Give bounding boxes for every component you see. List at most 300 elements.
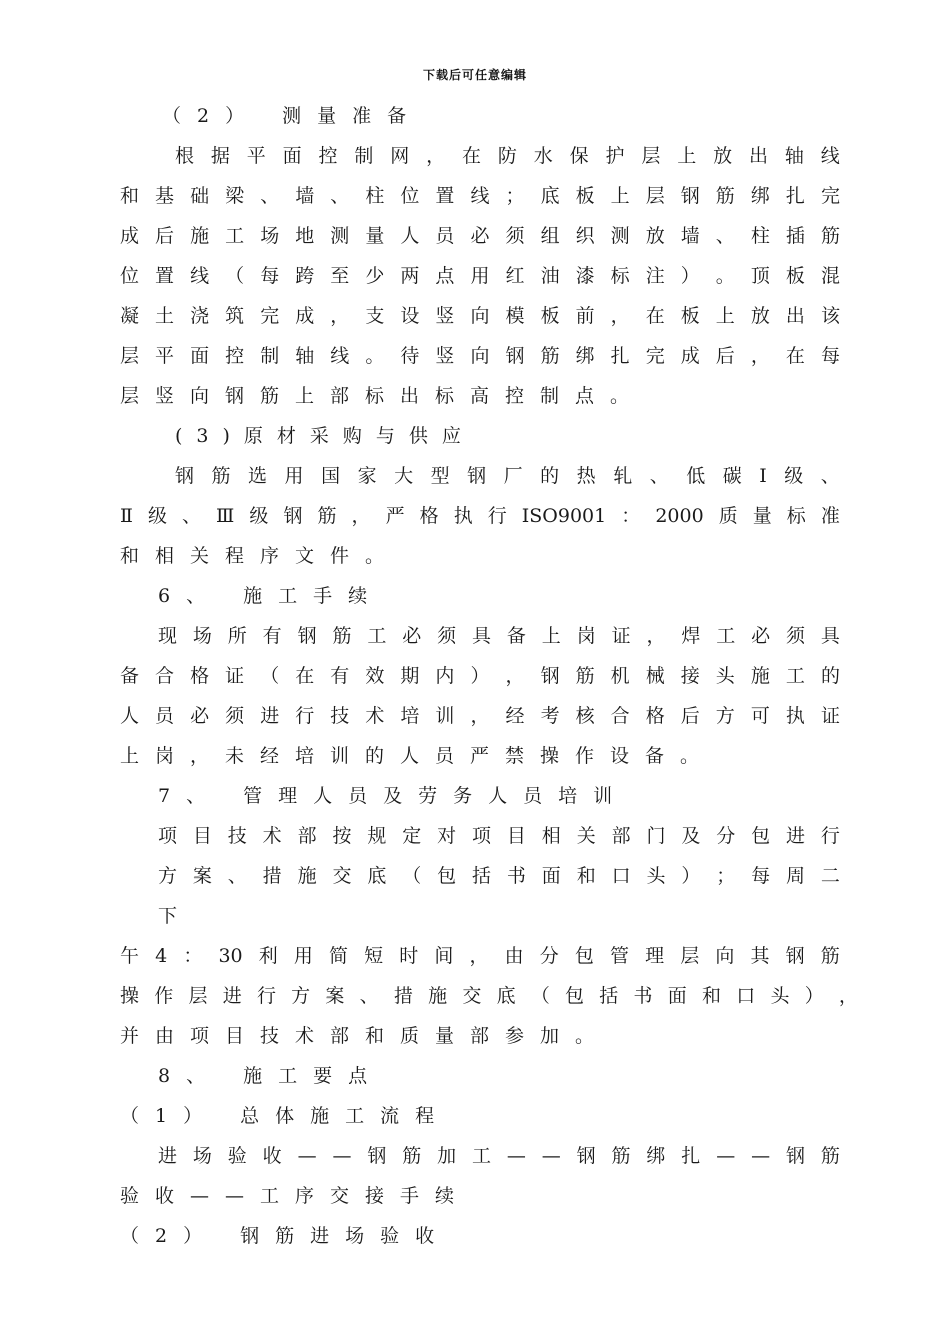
text-glyph: 待	[400, 345, 420, 367]
text-glyph: 关	[576, 825, 596, 847]
text-glyph: —	[332, 1145, 352, 1167]
text-glyph: —	[297, 1145, 317, 1167]
text-glyph: ，	[750, 345, 770, 367]
text-glyph: 设	[400, 305, 420, 327]
text-glyph: 制	[354, 145, 374, 167]
text-glyph: 内	[435, 665, 455, 687]
text-glyph: 顶	[750, 265, 770, 287]
paragraph-line	[120, 501, 840, 531]
text-glyph: 量	[365, 225, 385, 247]
text-glyph: 、	[227, 865, 247, 887]
text-glyph: 制	[260, 345, 280, 367]
text-glyph: 平	[155, 345, 175, 367]
text-glyph: 梁	[225, 185, 245, 207]
paragraph-line	[120, 221, 840, 251]
text-glyph: Ⅰ	[759, 465, 767, 487]
text-glyph: 括	[599, 985, 619, 1007]
text-glyph: 分	[539, 945, 559, 967]
text-glyph: 标	[786, 505, 806, 527]
text-glyph: 格	[190, 665, 210, 687]
text-glyph: 须	[505, 225, 525, 247]
paragraph-line: 和相关程序文件。	[120, 545, 401, 567]
text-glyph: 成	[295, 305, 315, 327]
text-glyph: 层	[120, 345, 140, 367]
text-glyph: 执	[785, 705, 805, 727]
text-glyph: 钢	[175, 465, 195, 487]
text-glyph: 在	[785, 345, 805, 367]
text-glyph: 对	[437, 825, 457, 847]
text-glyph: 上	[715, 305, 735, 327]
text-glyph: 级	[249, 505, 269, 527]
text-glyph: 目	[506, 825, 526, 847]
text-glyph: 织	[575, 225, 595, 247]
text-glyph: 筋	[402, 1145, 422, 1167]
text-glyph: 扎	[681, 1145, 701, 1167]
text-glyph: ，	[505, 665, 525, 687]
text-glyph: 须	[786, 625, 806, 647]
paragraph-line: 下	[158, 905, 194, 927]
text-glyph: 工	[471, 1145, 491, 1167]
text-glyph: 术	[365, 705, 385, 727]
heading-procedures: 6、 施工手续	[158, 585, 384, 607]
text-glyph: 竖	[435, 305, 455, 327]
text-glyph: 和	[120, 185, 140, 207]
text-glyph: 成	[120, 225, 140, 247]
text-glyph: 每	[751, 865, 771, 887]
text-glyph: 4	[155, 945, 168, 967]
text-glyph: 质	[718, 505, 738, 527]
text-glyph: 部	[297, 825, 317, 847]
text-glyph: 作	[154, 985, 174, 1007]
text-glyph: 面	[667, 985, 687, 1007]
text-glyph: 措	[262, 865, 282, 887]
text-glyph: 证	[820, 705, 840, 727]
text-glyph: 凝	[120, 305, 140, 327]
text-glyph: 进	[786, 825, 806, 847]
paragraph-line: 并由项目技术部和质量部参加。	[120, 1025, 611, 1047]
text-glyph: 人	[120, 705, 140, 727]
text-glyph: 交	[332, 865, 352, 887]
text-glyph: 绑	[646, 1145, 666, 1167]
text-glyph: 控	[318, 145, 338, 167]
text-glyph: 方	[715, 705, 735, 727]
text-glyph: 放	[645, 225, 665, 247]
text-glyph: 所	[227, 625, 247, 647]
text-glyph: 量	[752, 505, 772, 527]
text-glyph: 前	[575, 305, 595, 327]
text-glyph: ；	[505, 185, 525, 207]
text-glyph: ，	[838, 985, 858, 1007]
text-glyph: 网	[390, 145, 410, 167]
text-glyph: 工	[785, 665, 805, 687]
text-glyph: 规	[367, 825, 387, 847]
text-glyph: —	[541, 1145, 561, 1167]
text-glyph: 油	[540, 265, 560, 287]
text-glyph: ；	[716, 865, 736, 887]
text-glyph: 加	[437, 1145, 457, 1167]
paragraph-line: 验收——工序交接手续	[120, 1185, 471, 1207]
text-glyph: 、	[182, 505, 202, 527]
text-glyph: 可	[750, 705, 770, 727]
paragraph-line	[158, 861, 840, 891]
text-glyph: 的	[540, 465, 560, 487]
text-glyph: 施	[190, 225, 210, 247]
text-glyph: 施	[428, 985, 448, 1007]
text-glyph: 完	[645, 345, 665, 367]
text-glyph: 场	[192, 625, 212, 647]
text-glyph: ）	[804, 985, 824, 1007]
text-glyph: 格	[419, 505, 439, 527]
text-glyph: ）	[681, 865, 701, 887]
heading-rebar-acceptance: （2） 钢筋进场验收	[120, 1225, 451, 1247]
text-glyph: 机	[610, 665, 630, 687]
text-glyph: 施	[750, 665, 770, 687]
text-glyph: 分	[716, 825, 736, 847]
text-glyph: 操	[120, 985, 140, 1007]
text-glyph: 筋	[575, 665, 595, 687]
text-glyph: 保	[569, 145, 589, 167]
text-glyph: 护	[605, 145, 625, 167]
text-glyph: 两	[400, 265, 420, 287]
text-glyph: 及	[681, 825, 701, 847]
heading-measurement-prep: （2） 测量准备	[162, 105, 423, 127]
text-glyph: 钢	[367, 1145, 387, 1167]
paragraph-line	[120, 981, 858, 1011]
text-glyph: 置	[435, 185, 455, 207]
text-glyph: 少	[365, 265, 385, 287]
text-glyph: 混	[820, 265, 840, 287]
text-glyph: 用	[284, 465, 304, 487]
text-glyph: 筋	[211, 465, 231, 487]
text-glyph: 模	[505, 305, 525, 327]
text-glyph: 础	[190, 185, 210, 207]
text-glyph: 施	[297, 865, 317, 887]
text-glyph: 、	[649, 465, 669, 487]
text-glyph: 层	[680, 945, 700, 967]
text-glyph: 必	[470, 225, 490, 247]
text-glyph: 措	[393, 985, 413, 1007]
text-glyph: 利	[258, 945, 278, 967]
text-glyph: 焊	[681, 625, 701, 647]
text-glyph: 包	[437, 865, 457, 887]
paragraph-line	[120, 301, 840, 331]
text-glyph: 钢	[785, 945, 805, 967]
text-glyph: 板	[785, 265, 805, 287]
text-glyph: 项	[472, 825, 492, 847]
text-glyph: 浇	[190, 305, 210, 327]
text-glyph: 扎	[610, 345, 630, 367]
text-glyph: 国	[321, 465, 341, 487]
text-glyph: 向	[470, 345, 490, 367]
text-glyph: 案	[192, 865, 212, 887]
text-glyph: 测	[330, 225, 350, 247]
text-glyph: 行	[256, 985, 276, 1007]
text-glyph: 备	[120, 665, 140, 687]
text-glyph: 后	[155, 225, 175, 247]
text-glyph: 、	[820, 465, 840, 487]
text-glyph: 包	[751, 825, 771, 847]
text-glyph: 有	[330, 665, 350, 687]
text-glyph: 。	[715, 265, 735, 287]
text-glyph: 级	[147, 505, 167, 527]
text-glyph: 上	[541, 625, 561, 647]
text-glyph: 口	[611, 865, 631, 887]
text-glyph: 时	[399, 945, 419, 967]
text-glyph: 完	[820, 185, 840, 207]
paragraph-line	[175, 141, 840, 171]
text-glyph: 用	[293, 945, 313, 967]
text-glyph: 其	[750, 945, 770, 967]
text-glyph: 钢	[576, 1145, 596, 1167]
text-glyph: 出	[749, 145, 769, 167]
text-glyph: 碳	[722, 465, 742, 487]
paragraph-line: 上岗，未经培训的人员严禁操作设备。	[120, 745, 716, 767]
text-glyph: 员	[155, 705, 175, 727]
text-glyph: 备	[506, 625, 526, 647]
text-glyph: 部	[611, 825, 631, 847]
text-glyph: 面	[190, 345, 210, 367]
text-glyph: 简	[329, 945, 349, 967]
text-glyph: 合	[610, 705, 630, 727]
text-glyph: Ⅲ	[216, 505, 235, 527]
text-glyph: 出	[785, 305, 805, 327]
text-glyph: 地	[295, 225, 315, 247]
text-glyph: 30	[218, 945, 243, 967]
text-glyph: 完	[260, 305, 280, 327]
text-glyph: 低	[686, 465, 706, 487]
text-glyph: 员	[435, 225, 455, 247]
text-glyph: （	[225, 265, 245, 287]
paragraph-line	[120, 941, 840, 971]
text-glyph: 据	[210, 145, 230, 167]
text-glyph: 行	[295, 705, 315, 727]
text-glyph: 扎	[785, 185, 805, 207]
text-glyph: 包	[574, 945, 594, 967]
text-glyph: 线	[470, 185, 490, 207]
text-glyph: 、	[715, 225, 735, 247]
text-glyph: 板	[575, 185, 595, 207]
text-glyph: 午	[120, 945, 140, 967]
text-glyph: 具	[472, 625, 492, 647]
text-glyph: 平	[246, 145, 266, 167]
text-glyph: 术	[262, 825, 282, 847]
paragraph-line	[120, 341, 840, 371]
text-glyph: 周	[786, 865, 806, 887]
text-glyph: 场	[192, 1145, 212, 1167]
paragraph-line	[120, 661, 840, 691]
text-glyph: 在	[645, 305, 665, 327]
text-glyph: 括	[472, 865, 492, 887]
text-glyph: 按	[332, 825, 352, 847]
text-glyph: 标	[610, 265, 630, 287]
text-glyph: 方	[291, 985, 311, 1007]
text-glyph: 相	[541, 825, 561, 847]
text-glyph: 筋	[715, 185, 735, 207]
text-glyph: 竖	[435, 345, 455, 367]
text-glyph: —	[506, 1145, 526, 1167]
text-glyph: ：	[183, 945, 203, 967]
text-glyph: —	[751, 1145, 771, 1167]
text-glyph: 该	[820, 305, 840, 327]
text-glyph: 每	[820, 345, 840, 367]
text-glyph: 层	[641, 145, 661, 167]
text-glyph: 置	[155, 265, 175, 287]
text-glyph: 期	[400, 665, 420, 687]
text-glyph: 钢	[505, 345, 525, 367]
text-glyph: 钢	[283, 505, 303, 527]
text-glyph: 水	[533, 145, 553, 167]
text-glyph: 准	[820, 505, 840, 527]
text-glyph: 2000	[655, 505, 704, 527]
text-glyph: 线	[190, 265, 210, 287]
text-glyph: 训	[435, 705, 455, 727]
text-glyph: 向	[715, 945, 735, 967]
text-glyph: 包	[565, 985, 585, 1007]
text-glyph: 跨	[295, 265, 315, 287]
text-glyph: 合	[155, 665, 175, 687]
text-glyph: 头	[646, 865, 666, 887]
text-glyph: ISO9001	[521, 505, 607, 527]
text-glyph: 口	[736, 985, 756, 1007]
text-glyph: 钢	[680, 185, 700, 207]
text-glyph: 行	[820, 825, 840, 847]
text-glyph: 场	[260, 225, 280, 247]
text-glyph: 须	[437, 625, 457, 647]
text-glyph: ，	[351, 505, 371, 527]
text-glyph: 墙	[295, 185, 315, 207]
text-glyph: 注	[645, 265, 665, 287]
text-glyph: 层	[645, 185, 665, 207]
text-glyph: ，	[469, 945, 489, 967]
paragraph-line	[158, 621, 840, 651]
text-glyph: 面	[541, 865, 561, 887]
text-glyph: 筋	[540, 345, 560, 367]
text-glyph: 轧	[613, 465, 633, 487]
text-glyph: （	[530, 985, 550, 1007]
text-glyph: ，	[646, 625, 666, 647]
text-glyph: 点	[435, 265, 455, 287]
text-glyph: 筋	[332, 625, 352, 647]
text-glyph: 在	[462, 145, 482, 167]
text-glyph: 线	[820, 145, 840, 167]
text-glyph: 上	[610, 185, 630, 207]
text-glyph: 红	[505, 265, 525, 287]
text-glyph: 现	[158, 625, 178, 647]
text-glyph: 测	[610, 225, 630, 247]
text-glyph: 钢	[297, 625, 317, 647]
text-glyph: ，	[610, 305, 630, 327]
text-glyph: 短	[364, 945, 384, 967]
paragraph-line	[120, 181, 840, 211]
text-glyph: 工	[716, 625, 736, 647]
paragraph-line	[175, 461, 840, 491]
text-glyph: 级	[784, 465, 804, 487]
text-glyph: 有	[262, 625, 282, 647]
text-glyph: 管	[610, 945, 630, 967]
text-glyph: 每	[260, 265, 280, 287]
text-glyph: 土	[155, 305, 175, 327]
text-glyph: 线	[330, 345, 350, 367]
text-glyph: 厂	[503, 465, 523, 487]
text-glyph: 位	[120, 265, 140, 287]
text-glyph: 筋	[611, 1145, 631, 1167]
text-glyph: 控	[225, 345, 245, 367]
text-glyph: 核	[575, 705, 595, 727]
text-glyph: 严	[385, 505, 405, 527]
text-glyph: ）	[680, 265, 700, 287]
text-glyph: 筑	[225, 305, 245, 327]
text-glyph: 位	[400, 185, 420, 207]
text-glyph: ，	[470, 705, 490, 727]
text-glyph: 根	[175, 145, 195, 167]
text-glyph: 书	[633, 985, 653, 1007]
text-glyph: 验	[227, 1145, 247, 1167]
text-glyph: 技	[227, 825, 247, 847]
text-glyph: 插	[785, 225, 805, 247]
text-glyph: 在	[295, 665, 315, 687]
text-glyph: 头	[770, 985, 790, 1007]
text-glyph: 方	[158, 865, 178, 887]
text-glyph: 和	[701, 985, 721, 1007]
text-glyph: ，	[330, 305, 350, 327]
text-glyph: 绑	[575, 345, 595, 367]
text-glyph: 进	[260, 705, 280, 727]
text-glyph: 上	[677, 145, 697, 167]
text-glyph: 面	[282, 145, 302, 167]
text-glyph: 和	[576, 865, 596, 887]
text-glyph: 头	[715, 665, 735, 687]
text-glyph: ：	[621, 505, 641, 527]
text-glyph: 须	[225, 705, 245, 727]
text-glyph: 绑	[750, 185, 770, 207]
text-glyph: 漆	[575, 265, 595, 287]
page-header: 下载后可任意编辑	[422, 68, 527, 82]
text-glyph: 后	[680, 705, 700, 727]
text-glyph: 证	[611, 625, 631, 647]
text-glyph: 用	[470, 265, 490, 287]
text-glyph: 的	[820, 665, 840, 687]
text-glyph: 书	[506, 865, 526, 887]
paragraph-line	[120, 701, 840, 731]
text-glyph: Ⅱ	[120, 505, 133, 527]
text-glyph: 械	[645, 665, 665, 687]
text-glyph: 成	[680, 345, 700, 367]
text-glyph: 接	[680, 665, 700, 687]
text-glyph: 向	[470, 305, 490, 327]
text-glyph: 至	[330, 265, 350, 287]
text-glyph: 技	[330, 705, 350, 727]
text-glyph: 大	[394, 465, 414, 487]
text-glyph: 支	[365, 305, 385, 327]
text-glyph: 选	[248, 465, 268, 487]
text-glyph: 底	[496, 985, 516, 1007]
text-glyph: 效	[365, 665, 385, 687]
text-glyph: 必	[190, 705, 210, 727]
text-glyph: ）	[470, 665, 490, 687]
text-glyph: 钢	[785, 1145, 805, 1167]
text-glyph: 。	[365, 345, 385, 367]
heading-overall-flow: （1） 总体施工流程	[120, 1105, 451, 1127]
text-glyph: 后	[715, 345, 735, 367]
text-glyph: 交	[462, 985, 482, 1007]
text-glyph: 考	[540, 705, 560, 727]
text-glyph: 行	[487, 505, 507, 527]
text-glyph: 放	[713, 145, 733, 167]
text-glyph: 进	[158, 1145, 178, 1167]
paragraph-line: 层竖向钢筋上部标出标高控制点。	[120, 385, 646, 407]
text-glyph: 轴	[295, 345, 315, 367]
text-glyph: 必	[751, 625, 771, 647]
